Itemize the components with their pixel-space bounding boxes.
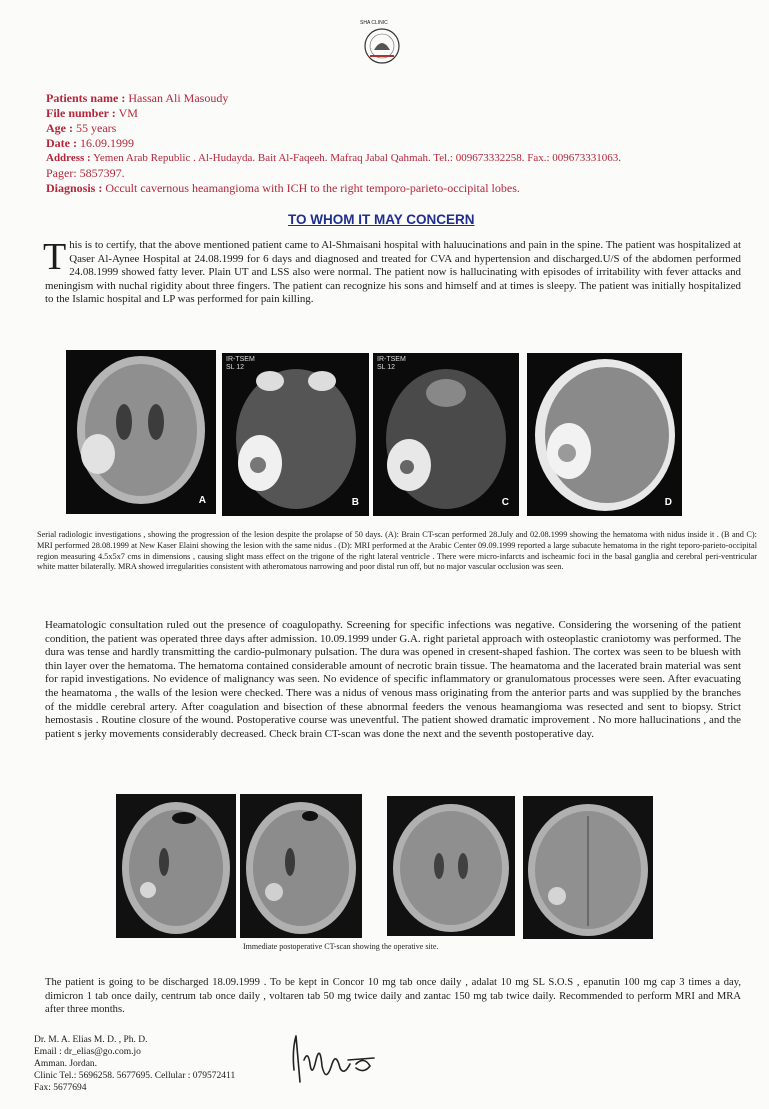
brain-image [240,794,362,938]
brain-image [222,353,369,516]
address-value: Yemen Arab Republic . Al-Hudayda. Bait Al-Faqeeh. Mafraq Jabal Qahmah. Tel.: 009673332258. Fax.: 009673331063. [93,152,622,164]
postop-ct-1 [116,794,236,938]
logo-text: SHA CLINIC [360,20,388,26]
document-title: TO WHOM IT MAY CONCERN [288,212,475,227]
doctor-contact [34,1034,235,1094]
doctor-name: Dr. M. A. Elias M. D. , Ph. D. [34,1035,148,1045]
postop-ct-3 [387,796,515,936]
scan-b-mri [222,353,369,516]
scan-label: A [198,495,206,506]
scan-d-mri [527,353,682,516]
figure-caption-bottom: Immediate postoperative CT-scan showing the operative site. [243,942,439,951]
scan-a-ct [66,350,216,514]
brain-image [527,353,682,516]
diagnosis-line: Diagnosis : Occult cavernous heamangioma with ICH to the right temporo-parieto-occipital lobes. [46,181,520,195]
drop-cap: T [43,236,67,278]
brain-image [523,796,653,939]
address-line: Address : Yemen Arab Republic . Al-Hudayda. Bait Al-Faqeeh. Mafraq Jabal Qahmah. Tel.: 009673332258. Fax.: 009673331063. [46,152,622,164]
date-line: Date : 16.09.1999 [46,136,134,150]
clinic-logo [362,26,402,66]
scan-c-mri [373,353,519,516]
brain-image [373,353,519,516]
doctor-email: Email : dr_elias@go.com.jo [34,1047,141,1057]
patient-name-line: Patients name : Hassan Ali Masoudy [46,91,229,105]
discharge-paragraph: The patient is going to be discharged 18.09.1999 . To be kept in Concor 10 mg tab once daily , adalat 10 mg SL S.O.S , epanutin 100 mg cap 3 times a day, dimicron 1 tab once daily, centrum tab once daily , voltaren tab 50 mg twice daily and zantac 150 mg tab twice daily. Recommended to perform MRI and MRA after three months. [45,977,741,1016]
doctor-phone: Clinic Tel.: 5696258. 5677695. Cellular : 079572411 [34,1071,236,1081]
brain-image [116,794,236,938]
postop-ct-4 [523,796,653,939]
scan-label: C [501,497,509,508]
file-number: VM [118,106,138,120]
brain-image [66,350,216,514]
signature [286,1030,386,1092]
scan-label: B [351,497,359,508]
scan-label: D [664,497,672,508]
date-value: 16.09.1999 [79,136,134,150]
brain-image [387,796,515,936]
diagnosis-value: Occult cavernous heamangioma with ICH to the right temporo-parieto-occipital lobes. [105,181,520,195]
pager-line: Pager: 5857397. [46,166,125,180]
intro-paragraph [43,236,741,307]
age-line: Age : 55 years [46,121,117,135]
scan-overlay-text: IR-TSEM SL 12 [226,356,255,371]
doctor-fax: Fax: 5677694 [34,1083,87,1093]
clinical-course-paragraph: Heamatologic consultation ruled out the presence of coagulopathy. Screening for specific infections was negative. Considering the worsening of the patient condition, the patient was operated three days after admission. 10.09.1999 under G.A. right parietal approach with osteoplastic craniotomy was performed. The dura was tense and hardly transmitting the cardio-pulmonary pulsation. The dura was opened in cresent-shaped fashion. The cortex was seen to be bluesh with thin layer over the hematoma. The hematoma contained considerable amount of necrotic brain tissue. The heamatoma and the lacerated brain material was sent for rapid investigations. No evidence of malignancy was seen. No evidence of specific inflammatory or granulomatous processes were seen. After evacuating the heamatoma , the walls of the lesion were checked. There was a nidus of venous mass originating from the anterior parts and was supplied by the branches of the middle cerebral artery. After coagulation and bisection of these abnormal feeders the venous heamangioma was resected and sent to biopsy. Strict hemostasis . Routine closure of the wound. Postoperative course was uneventful. The patient showed dramatic improvement . No more hallucinations , and the patient s jerky movements considerably decreased. Check brain CT-scan was done the next and the seventh postoperative day. [45,619,741,740]
file-number-line: File number : VM [46,106,138,120]
patient-name: Hassan Ali Masoudy [128,91,229,105]
age-value: 55 years [76,121,117,135]
figure-caption-top: Serial radiologic investigations , showing the progression of the lesion despite the prolapse of 50 days. (A): Brain CT-scan performed 28.July and 02.08.1999 showing the hematoma with nidus inside it . (B and C): MRI performed 28.08.1999 at New Kaser Elaini showing the lesion with the same nidus . (D): MRI performed at the Arabic Center 09.09.1999 reported a large subacute hematoma in the right teporo-parieto-occipital region measuring 4.5x5x7 cms in dimensions , causing slight mass effect on the trigone of the right lateral ventricle . There were micro-infarcts and ischeamic foci in the basal ganglia and cerebral peri-ventricular white matter bilaterally. MRA showed irregularities consistent with atheromatous narrowing and poor distal run off, but no major vascular occlusion was seen. [37,530,757,572]
intro-text: his is to certify, that the above mentioned patient came to Al-Shmaisani hospital with haluucinations and pain in the spine. The patient was hospitalized at Qaser Al-Aynee Hospital at 24.08.1999 for 6 days and diagnosed and treated for CVA and hypertension and discharged.U/S of the abdomen performed 24.08.1999 showed fatty lever. Plain UT and LSS also were normal. The patient now is hallucinating with episodes of irritability with fever attacks and meningism with nuchal rigidity about three fingers. The patient can recognize his sons and himself and at times is sleepy. The patient was initially hospitalized to the Islamic hospital and LP was performed for pain killing. [45,239,741,306]
postop-ct-2 [240,794,362,938]
scan-overlay-text: IR-TSEM SL 12 [377,356,406,371]
doctor-city: Amman. Jordan. [34,1059,98,1069]
